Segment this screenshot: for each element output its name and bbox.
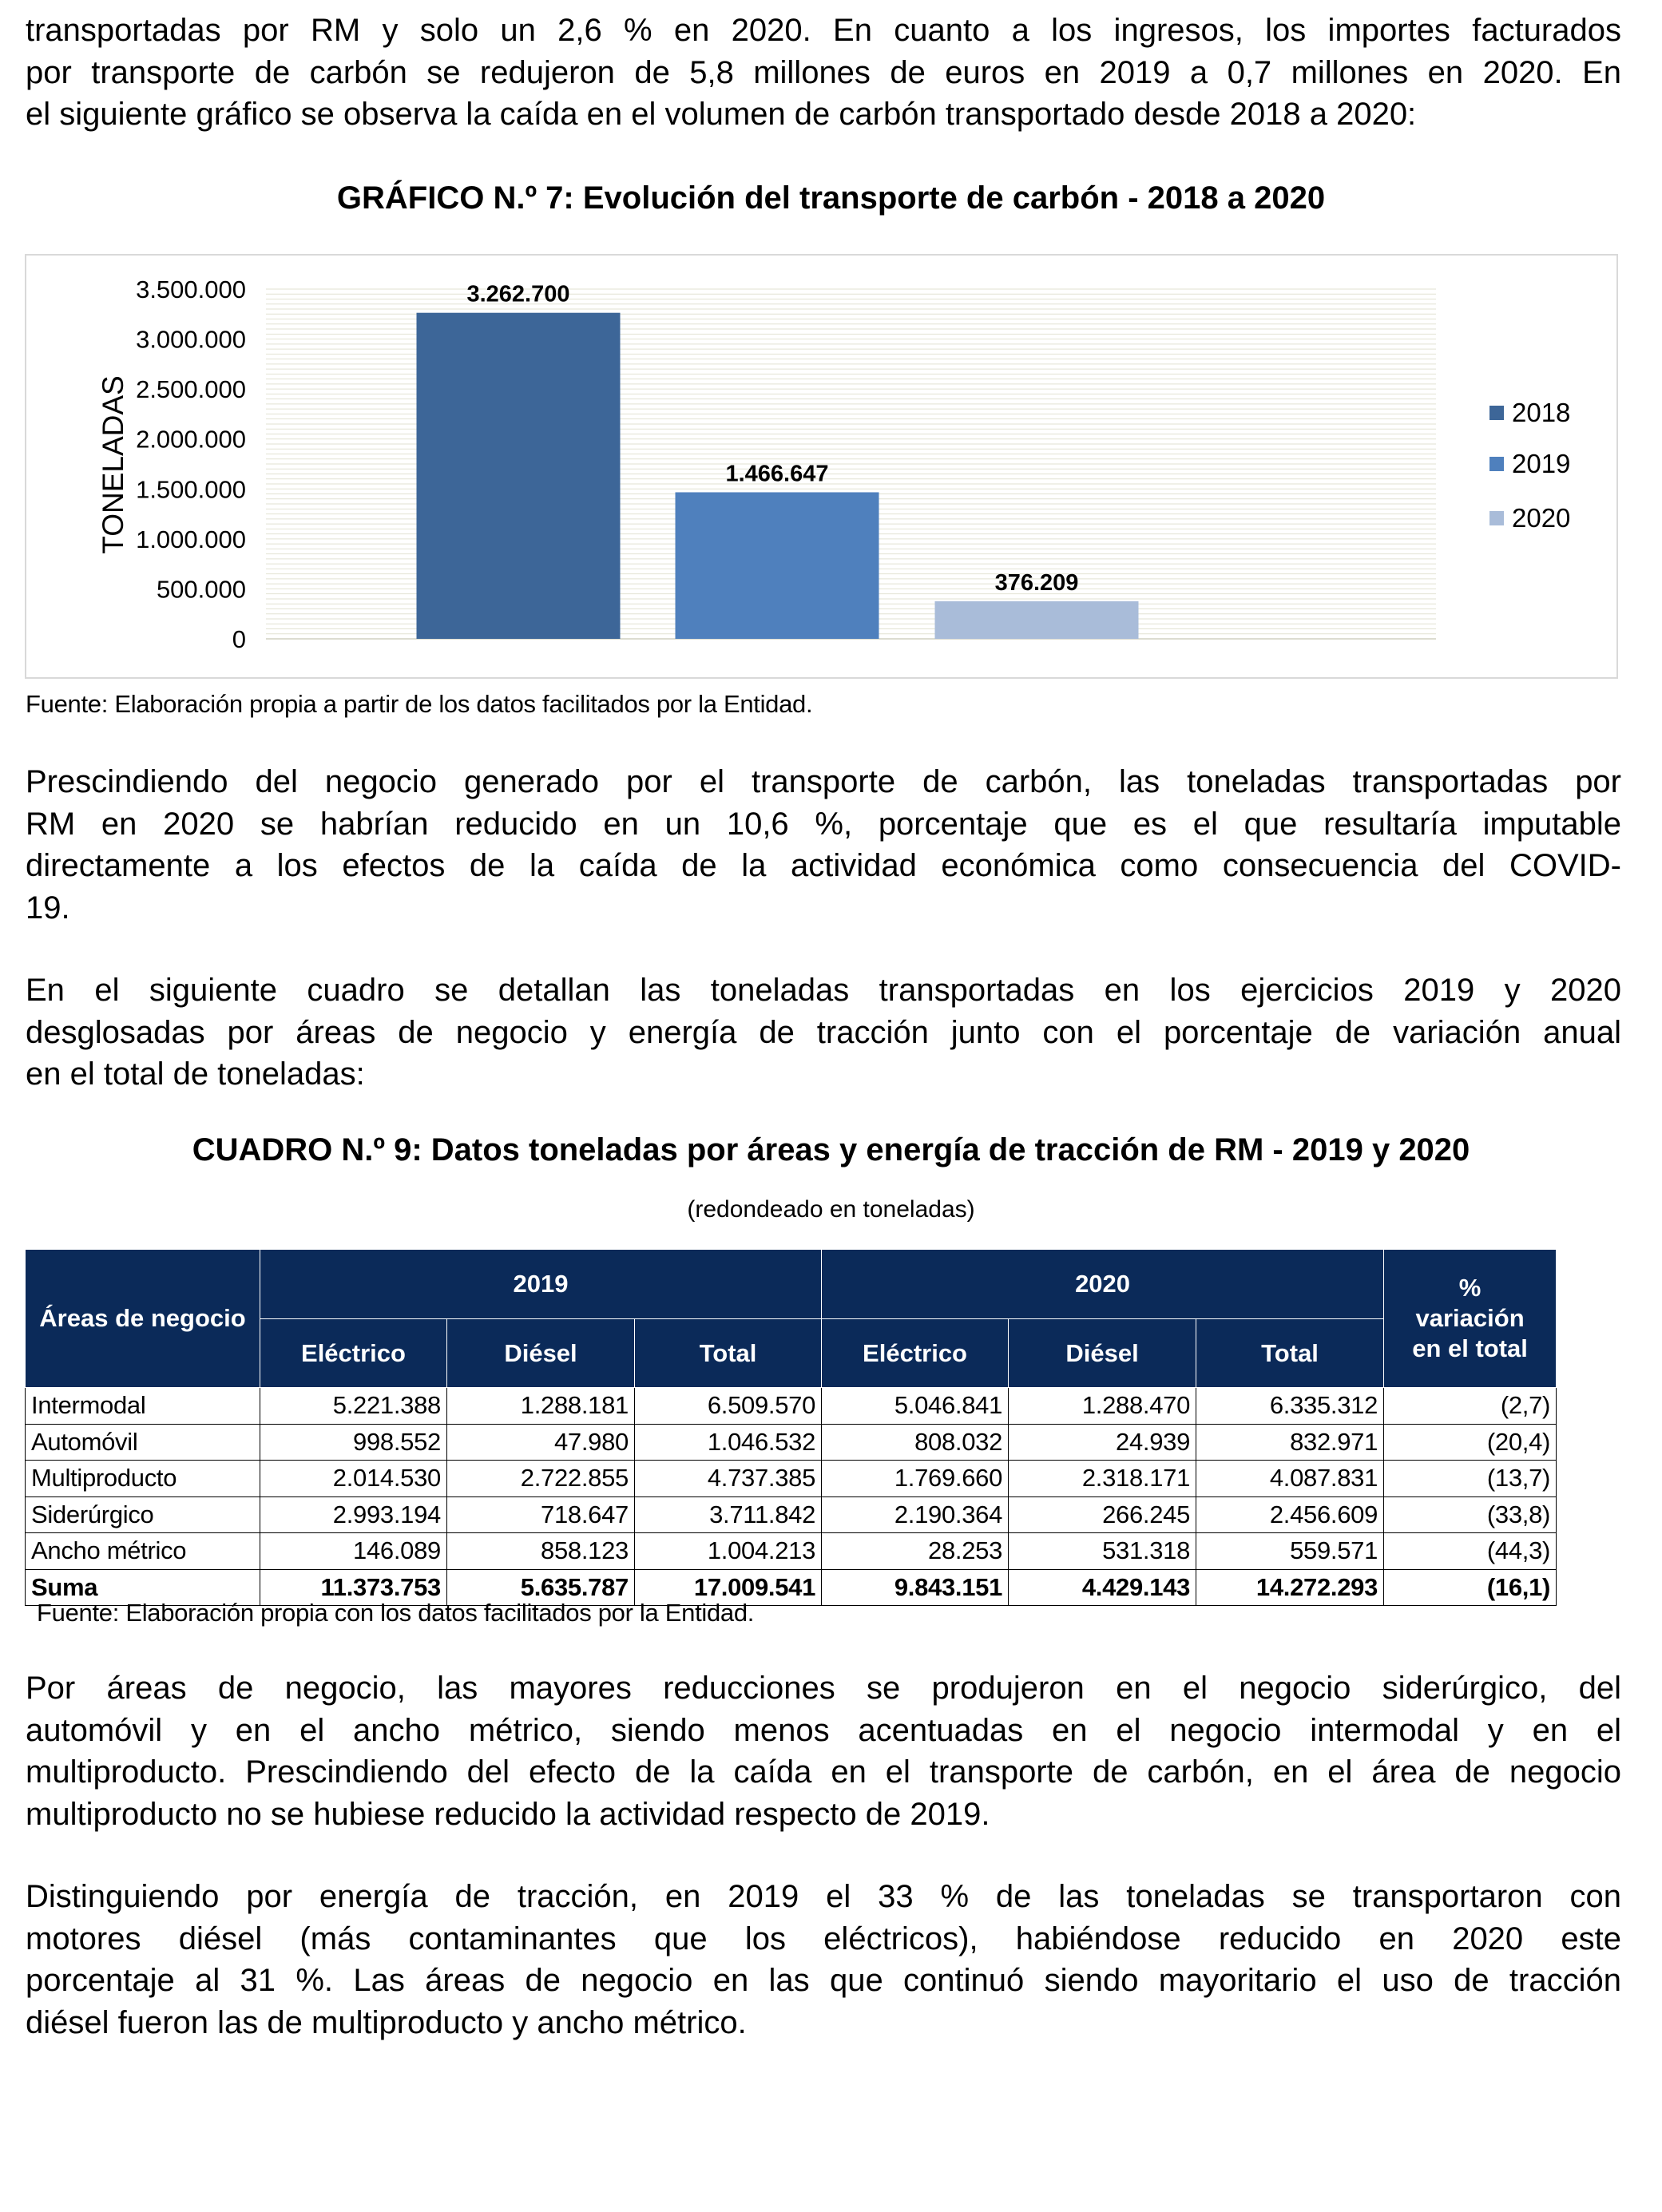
text-line: automóvil y en el ancho métrico, siendo menos acentuadas en el negocio intermodal y en el xyxy=(26,1712,1621,1748)
legend-swatch xyxy=(1489,406,1504,420)
header-total-2019: Total xyxy=(635,1319,822,1388)
y-axis-label: TONELADAS xyxy=(97,375,129,554)
header-variation-line: % xyxy=(1458,1274,1482,1302)
paragraph-intro xyxy=(26,10,1621,136)
row-label: Automóvil xyxy=(26,1424,260,1461)
cell: 146.089 xyxy=(260,1533,447,1570)
cell: 2.993.194 xyxy=(260,1496,447,1533)
text-line: motores diésel (más contaminantes que los eléctricos), habiéndose reducido en 2020 este xyxy=(26,1921,1621,1956)
cell: (33,8) xyxy=(1384,1496,1557,1533)
y-tick-label: 0 xyxy=(232,625,246,653)
legend-label: 2020 xyxy=(1512,503,1571,533)
bar-2018 xyxy=(417,313,621,639)
cell: 4.087.831 xyxy=(1196,1461,1384,1497)
paragraph-covid xyxy=(26,761,1621,929)
cell: 14.272.293 xyxy=(1196,1569,1384,1606)
cell: 11.373.753 xyxy=(260,1569,447,1606)
cell: 17.009.541 xyxy=(635,1569,822,1606)
cell: 4.737.385 xyxy=(635,1461,822,1497)
cell: 2.190.364 xyxy=(822,1496,1009,1533)
cell: 9.843.151 xyxy=(822,1569,1009,1606)
text-line: Prescindiendo del negocio generado por el transporte de carbón, las toneladas transportadas por xyxy=(26,764,1621,799)
header-variation-line: en el total xyxy=(1412,1334,1528,1362)
row-label: Siderúrgico xyxy=(26,1496,260,1533)
cell: 2.456.609 xyxy=(1196,1496,1384,1533)
text-line: RM en 2020 se habrían reducido en un 10,6 %, porcentaje que es el que resultaría imputable xyxy=(26,806,1621,842)
data-label: 3.262.700 xyxy=(466,281,570,307)
header-total-2020: Total xyxy=(1196,1319,1384,1388)
header-areas: Áreas de negocio xyxy=(26,1250,260,1388)
cell: (20,4) xyxy=(1384,1424,1557,1461)
table-source: Fuente: Elaboración propia con los datos facilitados por la Entidad. xyxy=(37,1599,755,1627)
chart-source: Fuente: Elaboración propia a partir de los datos facilitados por la Entidad. xyxy=(26,690,813,718)
y-tick-label: 3.000.000 xyxy=(136,325,246,354)
cell: 47.980 xyxy=(447,1424,635,1461)
table-title: CUADRO N.º 9: Datos toneladas por áreas y energía de tracción de RM - 2019 y 2020 xyxy=(192,1132,1470,1167)
cell: 266.245 xyxy=(1009,1496,1196,1533)
cell: 1.046.532 xyxy=(635,1424,822,1461)
cell: 5.221.388 xyxy=(260,1388,447,1425)
cell: 808.032 xyxy=(822,1424,1009,1461)
row-label: Multiproducto xyxy=(26,1461,260,1497)
header-diesel-2019: Diésel xyxy=(447,1319,635,1388)
cell: 1.288.470 xyxy=(1009,1388,1196,1425)
row-label: Ancho métrico xyxy=(26,1533,260,1570)
y-tick-label: 2.000.000 xyxy=(136,425,246,454)
cell: 5.635.787 xyxy=(447,1569,635,1606)
cell: 1.288.181 xyxy=(447,1388,635,1425)
text-line: transportadas por RM y solo un 2,6 % en 2020. En cuanto a los ingresos, los importes facturados xyxy=(26,13,1621,48)
header-diesel-2020: Diésel xyxy=(1009,1319,1196,1388)
legend-swatch xyxy=(1489,511,1504,525)
cell: (44,3) xyxy=(1384,1533,1557,1570)
table-row xyxy=(26,1424,1557,1461)
text-line: por transporte de carbón se redujeron de 5,8 millones de euros en 2019 a 0,7 millones en 2020. En xyxy=(26,54,1621,90)
chart-title-text: : Evolución del transporte de carbón - 2018 a 2020 xyxy=(563,180,1326,216)
y-tick-label: 1.500.000 xyxy=(136,475,246,504)
text-line: porcentaje al 31 %. Las áreas de negocio en las que continuó siendo mayoritario el uso de tracción xyxy=(26,1963,1621,1998)
paragraph-areas xyxy=(26,1667,1621,1835)
text-line: multiproducto no se hubiese reducido la actividad respecto de 2019. xyxy=(26,1796,990,1832)
cell: 6.335.312 xyxy=(1196,1388,1384,1425)
cell: 5.046.841 xyxy=(822,1388,1009,1425)
row-label: Suma xyxy=(26,1569,260,1606)
bar-2020 xyxy=(935,601,1139,639)
cell: 2.318.171 xyxy=(1009,1461,1196,1497)
text-line: en el total de toneladas: xyxy=(26,1056,365,1092)
paragraph-table-intro xyxy=(26,969,1621,1096)
cell: (16,1) xyxy=(1384,1569,1557,1606)
legend-label: 2019 xyxy=(1512,449,1571,478)
text-line: Por áreas de negocio, las mayores reducciones se produjeron en el negocio siderúrgico, del xyxy=(26,1671,1621,1706)
cell: 6.509.570 xyxy=(635,1388,822,1425)
text-line: multiproducto. Prescindiendo del efecto de la caída en el transporte de carbón, en el área de negocio xyxy=(26,1754,1621,1790)
header-electrico-2020: Eléctrico xyxy=(822,1319,1009,1388)
cell: 531.318 xyxy=(1009,1533,1196,1570)
cell: 718.647 xyxy=(447,1496,635,1533)
cell: 3.711.842 xyxy=(635,1496,822,1533)
text-line: directamente a los efectos de la caída de la actividad económica como consecuencia del COVID- xyxy=(26,848,1621,883)
chart-title-number: GRÁFICO N.º 7 xyxy=(336,180,564,216)
table-row xyxy=(26,1388,1557,1425)
table-row xyxy=(26,1496,1557,1533)
header-2020: 2020 xyxy=(822,1250,1384,1319)
row-label: Intermodal xyxy=(26,1388,260,1425)
cell: 2.722.855 xyxy=(447,1461,635,1497)
chart-container xyxy=(25,254,1618,679)
cell: 1.769.660 xyxy=(822,1461,1009,1497)
y-tick-label: 3.500.000 xyxy=(136,276,246,303)
data-table xyxy=(25,1249,1557,1606)
header-electrico-2019: Eléctrico xyxy=(260,1319,447,1388)
text-line: desglosadas por áreas de negocio y energía de tracción junto con el porcentaje de variación anual xyxy=(26,1014,1621,1050)
text-line: 19. xyxy=(26,890,70,926)
cell: 858.123 xyxy=(447,1533,635,1570)
data-label: 1.466.647 xyxy=(725,461,829,487)
table-row xyxy=(26,1461,1557,1497)
header-2019: 2019 xyxy=(260,1250,822,1319)
cell: 832.971 xyxy=(1196,1424,1384,1461)
y-tick-label: 2.500.000 xyxy=(136,375,246,404)
cell: 2.014.530 xyxy=(260,1461,447,1497)
cell: 998.552 xyxy=(260,1424,447,1461)
bar-chart xyxy=(26,256,1620,680)
data-label: 376.209 xyxy=(994,569,1079,596)
cell: 1.004.213 xyxy=(635,1533,822,1570)
cell: 4.429.143 xyxy=(1009,1569,1196,1606)
cell: 24.939 xyxy=(1009,1424,1196,1461)
paragraph-traction xyxy=(26,1876,1621,2044)
text-line: diésel fueron las de multiproducto y ancho métrico. xyxy=(26,2004,747,2040)
cell: (2,7) xyxy=(1384,1388,1557,1425)
cell: (13,7) xyxy=(1384,1461,1557,1497)
chart-title xyxy=(0,180,1662,216)
y-tick-label: 500.000 xyxy=(156,575,246,604)
text-line: En el siguiente cuadro se detallan las toneladas transportadas en los ejercicios 2019 y 2020 xyxy=(26,973,1621,1008)
cell: 28.253 xyxy=(822,1533,1009,1570)
header-variation xyxy=(1384,1250,1557,1388)
header-variation-line: variación xyxy=(1415,1304,1525,1332)
table-subtitle: (redondeado en toneladas) xyxy=(687,1196,975,1223)
bar-2019 xyxy=(676,492,879,639)
table-row xyxy=(26,1533,1557,1570)
legend-swatch xyxy=(1489,457,1504,471)
cell: 559.571 xyxy=(1196,1533,1384,1570)
text-line: Distinguiendo por energía de tracción, en 2019 el 33 % de las toneladas se transportaron con xyxy=(26,1879,1621,1914)
text-line: el siguiente gráfico se observa la caída en el volumen de carbón transportado desde 2018 a 2020: xyxy=(26,97,1417,132)
legend-label: 2018 xyxy=(1512,398,1571,427)
y-tick-label: 1.000.000 xyxy=(136,525,246,553)
